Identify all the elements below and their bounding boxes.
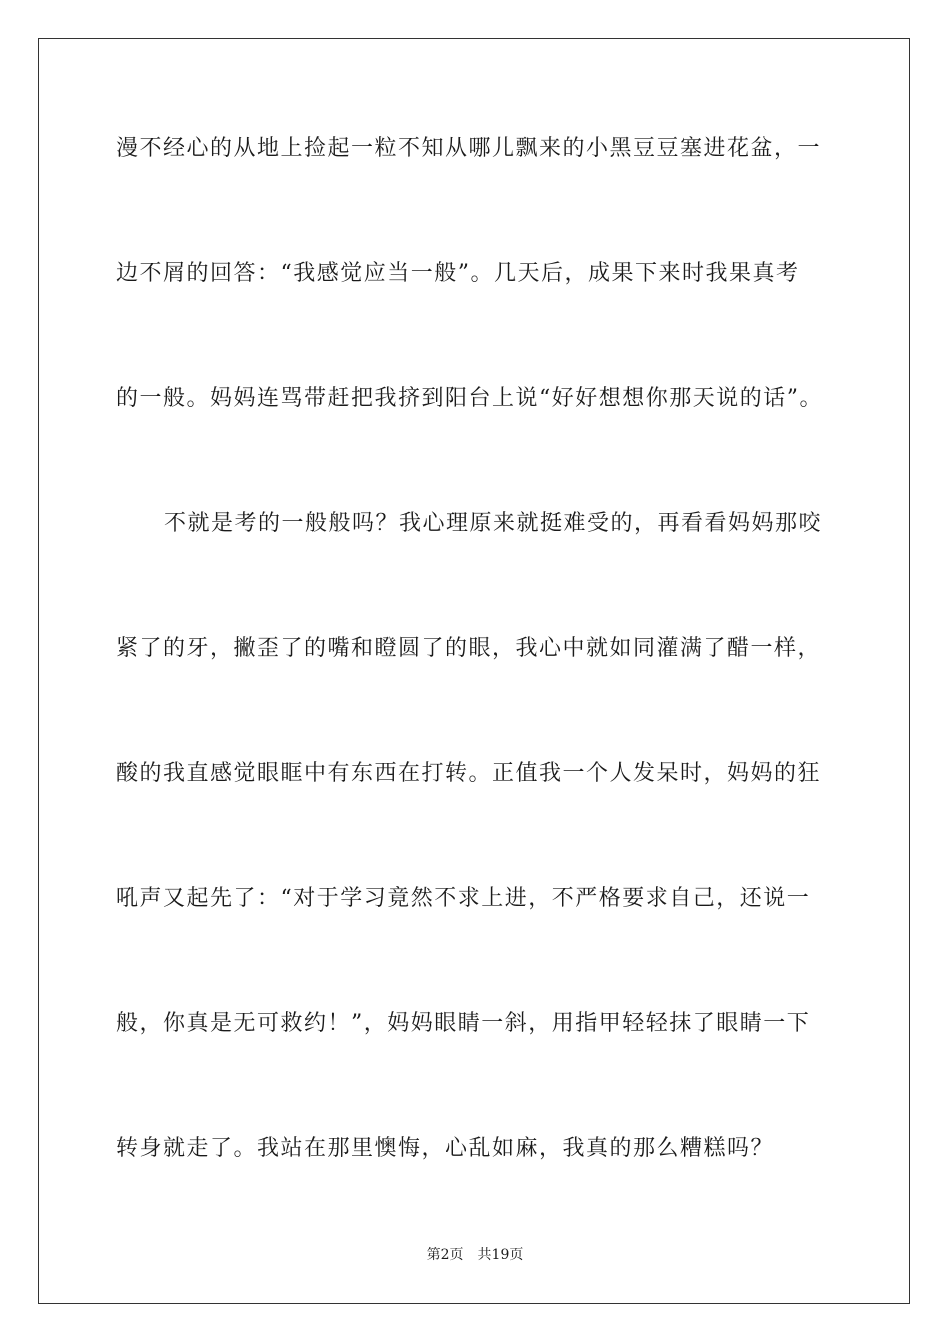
paragraph-line-6: 酸的我直感觉眼眶中有东西在打转。正值我一个人发呆时，妈妈的狂 (116, 761, 822, 786)
paragraph-line-1: 漫不经心的从地上捡起一粒不知从哪儿飘来的小黑豆豆塞进花盆，一 (116, 136, 822, 161)
page-footer (0, 1246, 950, 1264)
page-total: 共19页 (477, 1247, 524, 1263)
paragraph-line-5: 紧了的牙，撇歪了的嘴和瞪圆了的眼，我心中就如同灌满了醋一样， (116, 636, 822, 661)
paragraph-line-7: 吼声又起先了：“对于学习竟然不求上进，不严格要求自己，还说一 (116, 886, 811, 911)
page-border (38, 38, 910, 1304)
paragraph-line-9: 转身就走了。我站在那里懊悔，心乱如麻，我真的那么糟糕吗？ (116, 1136, 775, 1161)
paragraph-line-4: 不就是考的一般般吗？我心理原来就挺难受的，再看看妈妈那咬 (164, 511, 823, 536)
paragraph-line-3: 的一般。妈妈连骂带赶把我挤到阳台上说“好好想想你那天说的话”。 (116, 386, 823, 411)
page-number: 第2页 (426, 1247, 464, 1263)
paragraph-line-8: 般，你真是无可救约！”，妈妈眼睛一斜，用指甲轻轻抹了眼睛一下 (116, 1011, 811, 1036)
paragraph-line-2: 边不屑的回答：“我感觉应当一般”。几天后，成果下来时我果真考 (116, 261, 800, 286)
